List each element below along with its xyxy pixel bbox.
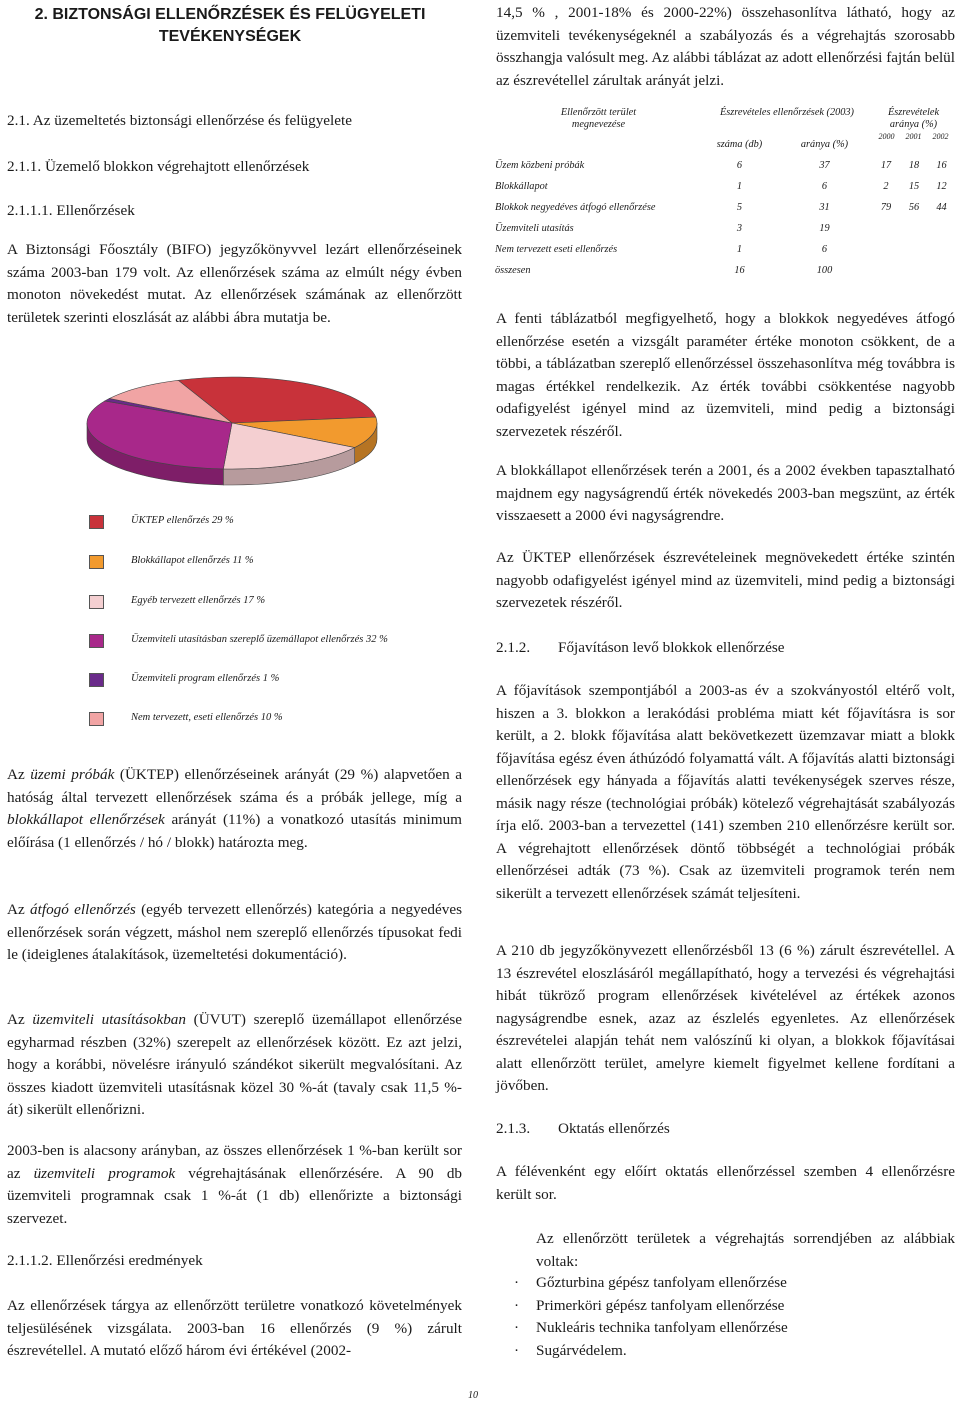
legend-swatch [89,634,104,648]
heading-2-1-1-1: 2.1.1.1. Ellenőrzések [7,202,135,219]
paragraph-uvut: Az üzemviteli utasításokban (ÜVUT) szereplő üzemállapot ellenőrzése egyharmad részben (32%) szerepelt az ellenőrzések között. Ez azt jelzi, hogy a korábbi, növelésre irányuló szándékot sikerült megvalósítani. Az összes kiadott üzemviteli utasításnak közel 30 %-át (tavaly csak 11,5 %-át) sikerült ellenőrizni. [7,1011,462,1118]
header-area: Ellenőrzött terület megnevezése [560,107,637,130]
legend-label: Üzemviteli utasításban szereplő üzemállapot ellenőrzés 32 % [131,634,388,645]
chapter-title-line-2: TEVÉKENYSÉGEK [158,28,302,45]
list-item: · Gőzturbina gépész tanfolyam ellenőrzése [514,1274,787,1291]
paragraph-ukteap-obs: Az ÜKTEP ellenőrzések észrevételeinek megnövekedett értéke szintén nagyobb odafigyelést igényel mind az üzemviteli, mind pedig a biztonsági szervezetek részéről. [496,549,955,611]
header-trend: Észrevételek aránya (%) 2000 2001 2002 [878,107,949,141]
paragraph-table-analysis: A fenti táblázatból megfigyelhető, hogy a blokkok negyedéves átfogó ellenőrzése esetén a vizsgált paraméter értéke monoton csökkent, de a többi, a táblázatban szereplő ellenőrzéssel összehasonlítva még továbbra is magas értékkel rendelkezik. Az érték további csökkentése nagyobb odafigyelést igényel mind az üzemviteli, mind pedig a biztonsági szervezetek részéről. [496,310,955,440]
legend-swatch [89,515,104,529]
areas-list [514,1272,954,1362]
table-row: Üzemviteli utasítás 3 19 [495,223,830,234]
paragraph-fojavitas: A főjavítások szempontjából a 2003-as év a szokványostól eltérő volt, hiszen a 3. blokkon a lerakódási probléma miatt két főjavításra is sor került, a 2. blokk főjavítása alatt bekövetkezett üzemzavar miatt a blokk főjavítása egész éven áthúzódó folyamattá vált. A főjavítás alatti biztonsági ellenőrzések egy hányada a főjavítás alatti tevékenységek szerves része, másik nagy része (technológiai próbák) kötelező végrehajtását szabályozás írja elő. 2003-ban a tervezettel (141) szemben 210 ellenőrzésre került sor. A végrehajtott ellenőrzések döntő többségét a technológiai próbák ellenőrzései adták (73 %). Csak az üzemviteli programok terén nem sikerült a tervezett ellenőrzések számát teljesíteni. [496,682,955,902]
legend-swatch [89,595,104,609]
heading-2-1-1: 2.1.1. Üzemelő blokkon végrehajtott ellenőrzések [7,158,310,175]
chapter-title-line-1: 2. BIZTONSÁGI ELLENŐRZÉSEK ÉS FELÜGYELETI [34,6,426,23]
table-row: Blokkállapot 1 6 2 15 12 [495,181,947,192]
legend-label: Blokkállapot ellenőrzés 11 % [131,555,254,566]
header-count: száma (db) [716,138,763,150]
legend-label: Nem tervezett, eseti ellenőrzés 10 % [131,712,283,723]
chapter-title [10,4,450,48]
paragraph-jegyzokonyv: A 210 db jegyzőkönyvezett ellenőrzésből 13 (6 %) zárult észrevétellel. A 13 észrevétel eloszlásáról megállapítható, hogy a tervezési és végrehajtási hibát tükröző program ellenőrzések kivételével az értékek azonos nagyságrendbe esnek, azaz az észlelés egyenletes. Az ellenőrzések észrevételei alapján tehát nem valószínű ki olyan, a blokkok főjavításai alatt ellenőrzött terület, amelyre kiemelt figyelmet kellene fordítani a jövőben. [496,942,955,1094]
paragraph-eredmenyek: Az ellenőrzések tárgya az ellenőrzött területre vonatkozó követelmények teljesülésének vizsgálata. 2003-ban 16 ellenőrzés (9 %) zárult észrevétellel. A mutató előző három évi értékével (2002- [7,1297,462,1359]
header-observed: Észrevételes ellenőrzések (2003) [719,107,854,118]
paragraph-programok: 2003-ben is alacsony arányban, az összes ellenőrzések 1 %-ban került sor az üzemviteli programok végrehajtásának ellenőrzésére. A 90 db üzemviteli programnak csak 1 %-át (1 db) ellenőrizte a biztonsági szervezet. [7,1142,463,1227]
observations-table [495,107,955,281]
table-row: Nem tervezett eseti ellenőrzés 1 6 [495,244,828,255]
heading-2-1-1-2: 2.1.1.2. Ellenőrzési eredmények [7,1252,203,1269]
page-number: 10 [468,1390,478,1401]
paragraph-areas-intro: Az ellenőrzött területek a végrehajtás sorrendjében az alábbiak voltak: [536,1230,955,1270]
paragraph-blokkallapot: A blokkállapot ellenőrzések terén a 2001, és a 2002 években tapasztalható majdnem egy nagyságrendű érték növekedés 2003-ban megszünt, az érték visszaesett a 2000 évi nagyságrendre. [496,462,955,524]
heading-2-1-3: 2.1.3. Oktatás ellenőrzés [496,1120,670,1137]
intro-paragraph: A Biztonsági Főosztály (BIFO) jegyzőkönyvvel lezárt ellenőrzéseinek száma 2003-ban 179 volt. Az ellenőrzések száma az elmúlt négy évben monoton növekedést mutat. Az ellenőrzések számának az ellenőrzött területek szerinti eloszlását az alábbi ábra mutatja be. [7,241,462,326]
legend-swatch [89,673,104,687]
list-item: · Sugárvédelem. [514,1341,627,1359]
table-row: Blokkok negyedéves átfogó ellenőrzése 5 31 79 56 44 [495,202,947,213]
list-item: · Nukleáris technika tanfolyam ellenőrzése [514,1319,788,1336]
legend-swatch [89,555,104,569]
table-row: összesen 16 100 [495,265,833,276]
legend-label: Üzemviteli program ellenőrzés 1 % [131,673,280,684]
heading-2-1-2: 2.1.2. Főjavításon levő blokkok ellenőrzése [496,639,785,656]
paragraph-oktatas: A félévenként egy előírt oktatás ellenőrzéssel szemben 4 ellenőrzésre került sor. [496,1163,955,1203]
legend-label: Egyéb tervezett ellenőrzés 17 % [131,595,266,606]
pie-chart [85,375,380,487]
legend-label: ÜKTEP ellenőrzés 29 % [131,515,234,526]
table-row: Üzem közbeni próbák 6 37 17 18 16 [495,160,947,171]
list-item: · Primerköri gépész tanfolyam ellenőrzése [514,1296,785,1314]
paragraph-continuation: 14,5 % , 2001-18% és 2000-22%) összehasonlítva látható, hogy az üzemviteli tevékenységeknél a szabályozás és a végrehajtás szorosabb összhangja valósult meg. Az alábbi táblázat az adott ellenőrzési fajtán belül az észrevétellel zárultak arányát jelzi. [496,4,955,89]
heading-2-1: 2.1. Az üzemeltetés biztonsági ellenőrzése és felügyelete [7,112,352,129]
paragraph-atfogo: Az átfogó ellenőrzés (egyéb tervezett ellenőrzés) kategória a negyedéves ellenőrzések során végzett, máshol nem szereplő ellenőrzés típusokat fedi le (ideiglenes átalakítások, üzemeltetési dokumentáció). [7,901,462,963]
table-header-row [495,107,955,133]
legend-swatch [89,712,104,726]
header-ratio: aránya (%) [800,138,849,150]
paragraph-ukteap: Az üzemi próbák (ÜKTEP) ellenőrzéseinek arányát (29 %) alapvetően a hatóság által tervezett ellenőrzések száma és a próbák jellege, míg a blokkállapot ellenőrzések arányát (11%) a vonatkozó utasítás minimum előírása (1 ellenőrzés / hó / blokk) határozta meg. [7,766,462,851]
